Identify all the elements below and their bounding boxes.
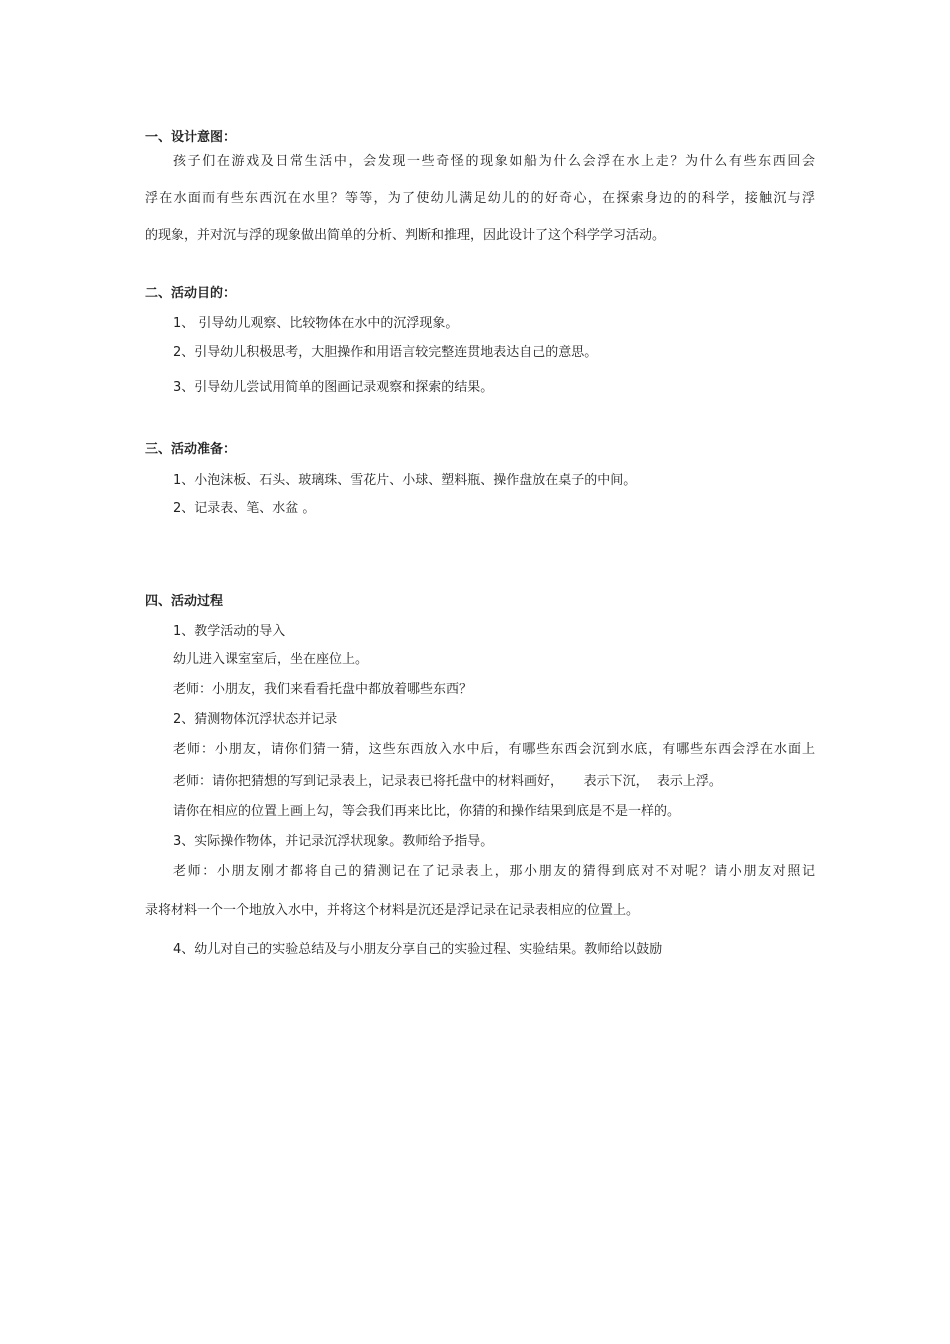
spacer (145, 411, 815, 438)
spacer (145, 532, 815, 590)
paragraph-line: 浮在水面而有些东西沉在水里？等等，为了使幼儿满足幼儿的的好奇心，在探索身边的的科学，接触沉与浮 (145, 191, 815, 206)
paragraph-line: 老师：请你把猜想的写到记录表上，记录表已将托盘中的材料画好， 表示下沉， 表示上浮。 (173, 774, 722, 789)
process-step: 3、实际操作物体，并记录沉浮状现象。教师给予指导。 (173, 834, 494, 849)
process-step: 2、猜测物体沉浮状态并记录 (173, 712, 338, 727)
list-item: 2、引导幼儿积极思考，大胆操作和用语言较完整连贯地表达自己的意思。 (173, 345, 598, 360)
paragraph-line: 孩子们在游戏及日常生活中，会发现一些奇怪的现象如船为什么会浮在水上走？为什么有些东西回会 (173, 154, 815, 169)
paragraph-line: 录将材料一个一个地放入水中，并将这个材料是沉还是浮记录在记录表相应的位置上。 (145, 903, 640, 918)
paragraph-line: 老师：小朋友，请你们猜一猜，这些东西放入水中后，有哪些东西会沉到水底，有哪些东西会浮在水面上 (173, 742, 815, 757)
list-item: 1、小泡沫板、石头、玻璃珠、雪花片、小球、塑料瓶、操作盘放在桌子的中间。 (173, 473, 637, 488)
list-item: 1、 引导幼儿观察、比较物体在水中的沉浮现象。 (173, 316, 459, 331)
paragraph-line: 的现象，并对沉与浮的现象做出简单的分析、判断和推理，因此设计了这个科学学习活动。 (145, 228, 666, 243)
section-heading-process: 四、活动过程 (145, 594, 224, 609)
list-item: 2、记录表、笔、水盆 。 (173, 501, 316, 516)
process-step: 1、教学活动的导入 (173, 624, 286, 639)
process-step: 4、幼儿对自己的实验总结及与小朋友分享自己的实验过程、实验结果。教师给以鼓励 (173, 942, 663, 957)
section-heading-preparation: 三、活动准备： (145, 442, 237, 457)
paragraph-line: 老师：小朋友，我们来看看托盘中都放着哪些东西？ (173, 682, 473, 697)
list-item: 3、引导幼儿尝试用简单的图画记录观察和探索的结果。 (173, 380, 494, 395)
section-heading-objectives: 二、活动目的： (145, 286, 237, 301)
section-heading-design-intent: 一、设计意图： (145, 130, 237, 145)
paragraph-line: 老师：小朋友刚才都将自己的猜测记在了记录表上，那小朋友的猜得到底对不对呢？请小朋友对照记 (173, 864, 815, 879)
paragraph-line: 幼儿进入课室室后，坐在座位上。 (173, 652, 369, 667)
document-body (145, 126, 815, 968)
paragraph-line: 请你在相应的位置上画上勾，等会我们再来比比，你猜的和操作结果到底是不是一样的。 (173, 804, 681, 819)
